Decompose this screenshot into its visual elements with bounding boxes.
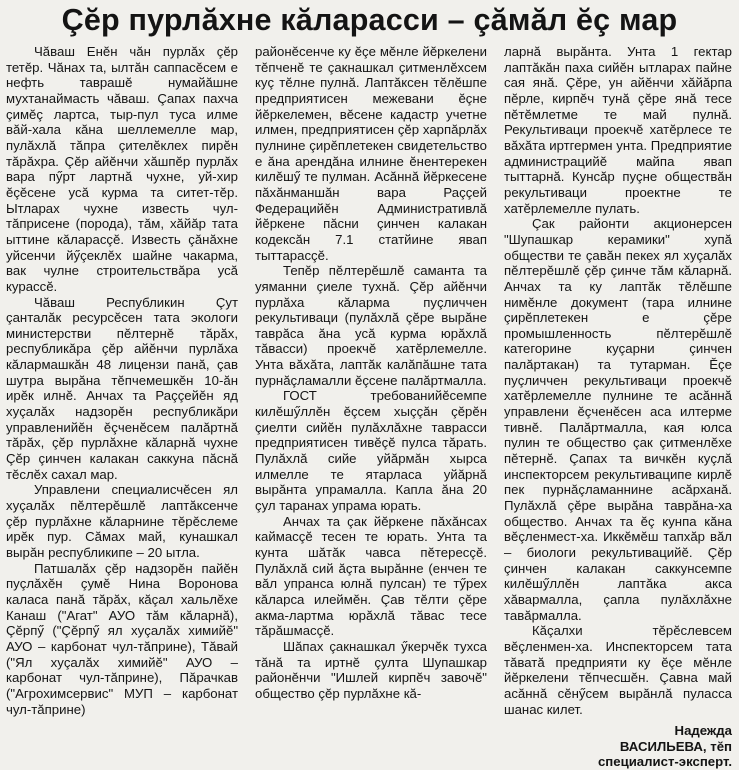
paragraph: Анчах та çак йĕркене пăхăнсах каймасçĕ тесен те юрать. Унта та кунта шăтăк чавса пĕтересçĕ. Пулăхлă сий ăçта вырăнне (енчен те вăл упранса юлнă пулсан) те тӳрех кăларса илеймĕн. Çав тĕлти çĕре акма-лартма юрăхлă тăвас тесе тăрăшмасçĕ. [255,513,487,639]
paragraph: районĕсенче ку ĕçе мĕнле йĕркелени тĕпченĕ те çакнашкал çитменлĕхсем куç тĕлне пулнă. Лаптăксен тĕлĕшпе предприятисен межевани ĕçне йĕркелемен, вĕсене кадастр учетне илмен, предприятисен çĕр харпăрлăх пулнине çирĕплетекен свидетельство е ăна арендăна илнине ĕнентерекен килĕшӳ те пулман. Асăннă йĕркесене пăхăнманшăн вара Раççей Федерацийĕн Административлă йĕркене пăсни çинчен калакан кодексăн 7.1 статйине явап тыттарасçĕ. [255,44,487,263]
paragraph: Патшалăх çĕр надзорĕн пайĕн пуçлăхĕн çумĕ Нина Воронова каласа панă тăрăх, кăçал хальлĕхе Канаш ("Агат" АУО тăм кăларнă), Çĕрпӳ ("Çĕрпӳ ял хуçалăх химийĕ" АУО – карбонат чул-тăприне), Тăвай ("Ял хуçалăх химийĕ" АУО – карбонат чул-тăприне), Пăрачкав ("Агрохимсервис" МУП – карбонат чул-тăприне) [6,560,238,717]
paragraph: Шăпах çакнашкал ӳкерчĕк тухса тăнă та иртнĕ çулта Шупашкар районĕнчи "Ишлей кирпĕч завочĕ" общество çĕр пурлăхне кă- [255,638,487,701]
author-position: специалист-эксперт. [597,754,732,770]
paragraph: Кăçалхи тĕрĕслевсем вĕçленмен-ха. Инспекторсем тата тăватă предприяти ку ĕçе мĕнле йĕркелени тĕпчесшĕн. Çавна май асăннă сĕнӳсем вырăнлă пуласса шанас килет. [504,623,732,717]
author-surname-title: ВАСИЛЬЕВА, тĕп [619,738,732,754]
paragraph: Чăваш Енĕн чăн пурлăх çĕр тетĕр. Чăнах та, ылтăн саппасĕсем е нефть таврашĕ нумайăшне мухтанаймасть чăваш. Çапах пахча çимĕç лартса, тыр-пул туса илме вăй-хала кăна шеллемелле мар, пулăхлă тăпра çителĕклех пирĕн тăрăхра. Çĕр айĕнчи хăшпĕр пурлăх вара пӳрт лартнă чухне, уй-хир ĕçĕсене усă курма та ситет-тĕр. Ытларах чухне известь чул-тăприсене (порода), тăм, хăйăр тата ыттине кăларасçĕ. Известь çăнăхне уйсенчи йӳçеклĕх шайне чакарма, вак чулне строительствăра усă курассĕ. [6,44,238,294]
paragraph: ГОСТ требованийĕсемпе килĕшӳллĕн ĕçсем хыççăн çĕрĕн çиелти сийĕн пулăхлăхне таврасси предприятисен тивĕçĕ пулса тăрать. Пулăхлă сийе уйăрмăн хырса илмелле те ятарласа уйăрнă вырăнта упрамалла. Капла ăна 20 çул таранах упрама юрать. [255,388,487,514]
article-column-2 [255,44,487,756]
author-first-name: Надежда [674,723,732,739]
paragraph: Чăваш Республикин Çут çанталăк ресурсĕсен тата экологи министерстви пĕлтернĕ тăрăх, республикăра çĕр айĕнчи пурлăха кăлармашкăн 48 лицензи панă, çав шутра вырăна тĕпчемешкĕн 10-ăн ирĕк илнĕ. Анчах та Раççейĕн яд хуçалăх надзорĕн республикăри управленийĕн ĕçченĕсем палăртнă тăрăх, çĕр пурлăхне кăларнă чухне Çĕр çинчен калакан саккуна пăснă тĕслĕх сахал мар. [6,294,238,482]
article-column-1 [6,44,238,756]
paragraph: ларнă вырăнта. Унта 1 гектар лаптăкăн паха сийĕн ытларах пайне сая янă. Çĕре, ун айĕнчи хăйăрпа пĕрле, кирпĕч тунă çĕре янă тесе пĕтĕмлетме те май пулнă. Рекультиваци проекчĕ хатĕрлесе те вăхăта иртгермен унта. Предприятие администрацийĕ майпа явап тыттарнă. Кунсăр пуçне обществăн рекультиваци проектне те хатĕрлемелле пулать. [504,44,732,216]
headline: Çĕр пурлăхне кăларасси – çăмăл ĕç мар [61,3,678,37]
paragraph: Управлени специалисчĕсен ял хуçалăх пĕлтерĕшлĕ лаптăксенче çĕр пурлăхне кăларнине тĕрĕслеме ирĕк пур. Сăмах май, кунашкал вырăн республикипе – 20 ытла. [6,482,238,560]
article-column-3 [504,44,732,770]
paragraph: Тепĕр пĕлтерĕшлĕ саманта та уяманни çиеле тухнă. Çĕр айĕнчи пурлăха кăларма пуçличчен рекультиваци (пулăхлă çĕре вырăне таврăса ăна усă курма юрăхлă тăвасси) проекчĕ хатĕрлемелле. Унта вăхăта, лаптăк калăпăшне тата пурнăçламалли ĕçсене палăртмалла. [255,263,487,388]
author-signature [504,723,732,770]
paragraph: Çак районти акционерсен "Шупашкар керамики" хупă обществи те çавăн пекех ял хуçалăх пĕлтерĕшлĕ çĕр çинче тăм кăларнă. Анчах та ку лаптăк тĕлĕшпе нимĕнле документ (тара илнине çирĕплетекен е çĕре промышленность пĕлтерĕшлĕ категорине куçарни çинчен палăртакан) та тутарман. Ĕçе пуçличчен рекультиваци проекчĕ хатĕрлемелле пулнине те асăннă управлени ĕçченĕсен аса илтерме тивнĕ. Палăртмалла, кая юлса пулин те общество çак çитменлĕхе пĕтернĕ. Çапах та вичкĕн куçлă инспекторсем рекультиваципе кирлĕ пек пурнăçламаннине асăрханă. Пулăхлă çĕре вырăна таврăна-ха общество. Анчах та ĕç кунпа кăна вĕçленмест-ха. Иккĕмĕш тапхăр вăл – биологи рекультивацийĕ. Çĕр çинчен калакан саккунсемпе килĕшӳллĕн лаптăка акса хăвармалла, çапла пулăхлăхне тавăрмалла. [504,216,732,623]
